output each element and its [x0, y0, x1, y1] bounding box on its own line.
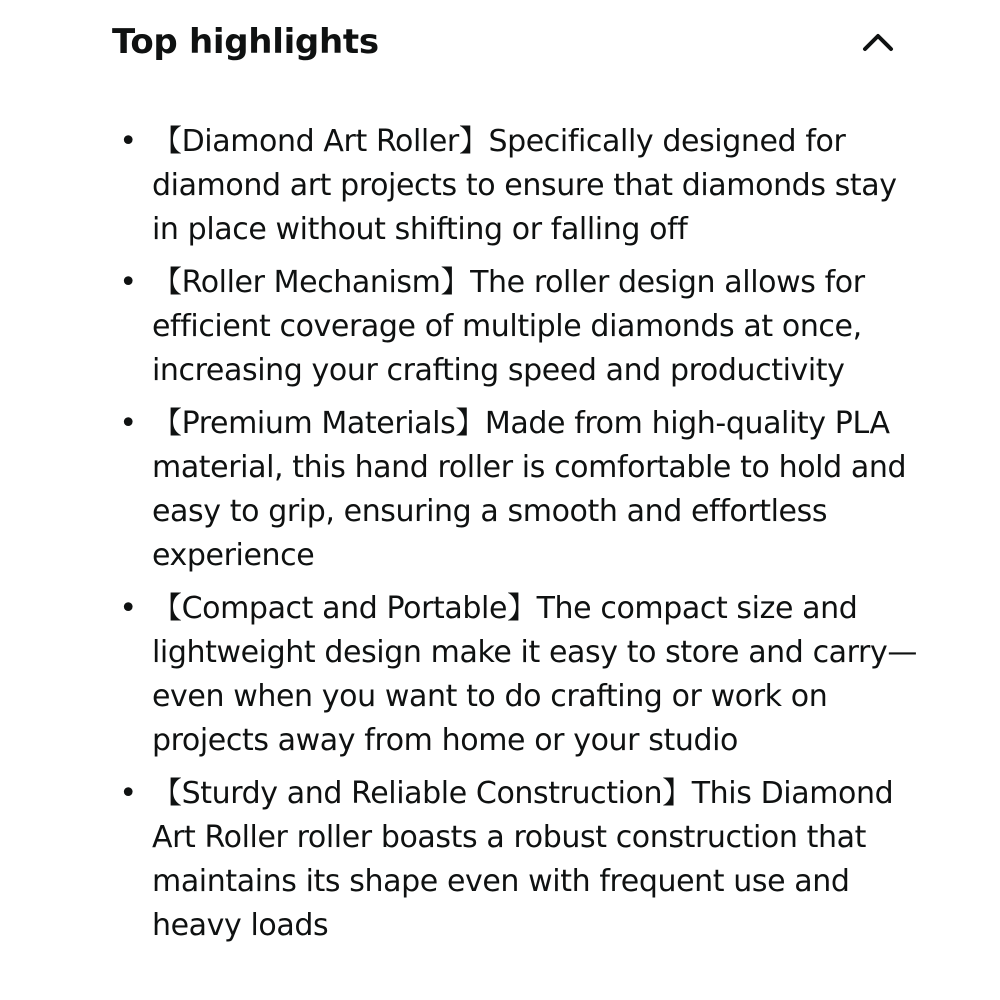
highlight-text: 【Premium Materials】Made from high-quality PLA material, this hand roller is comfortable to hold and easy to grip, ensuring a smooth and effortless experience: [152, 406, 907, 573]
highlight-item: [118, 587, 918, 763]
highlight-text: 【Compact and Portable】The compact size and lightweight design make it easy to store and carry—even when you want to do crafting or work on projects away from home or your studio: [152, 591, 917, 758]
collapse-button[interactable]: [856, 20, 900, 64]
bullet-icon: •: [119, 776, 137, 811]
section-title: Top highlights: [112, 22, 379, 62]
highlight-text: 【Sturdy and Reliable Construction】This Diamond Art Roller roller boasts a robust construction that maintains its shape even with frequent use and heavy loads: [152, 776, 894, 943]
bullet-icon: •: [119, 265, 137, 300]
chevron-up-icon: [861, 31, 895, 53]
highlight-item: [118, 261, 918, 393]
bullet-icon: •: [119, 406, 137, 441]
highlight-item: [118, 120, 918, 252]
highlights-list: [118, 120, 918, 957]
highlight-item: [118, 772, 918, 948]
bullet-icon: •: [119, 124, 137, 159]
highlight-text: 【Diamond Art Roller】Specifically designed for diamond art projects to ensure that diamonds stay in place without shifting or falling off: [152, 124, 897, 247]
bullet-icon: •: [119, 591, 137, 626]
section-header[interactable]: [112, 18, 902, 66]
highlight-text: 【Roller Mechanism】The roller design allows for efficient coverage of multiple diamonds at once, increasing your crafting speed and productivity: [152, 265, 865, 388]
highlight-item: [118, 402, 918, 578]
